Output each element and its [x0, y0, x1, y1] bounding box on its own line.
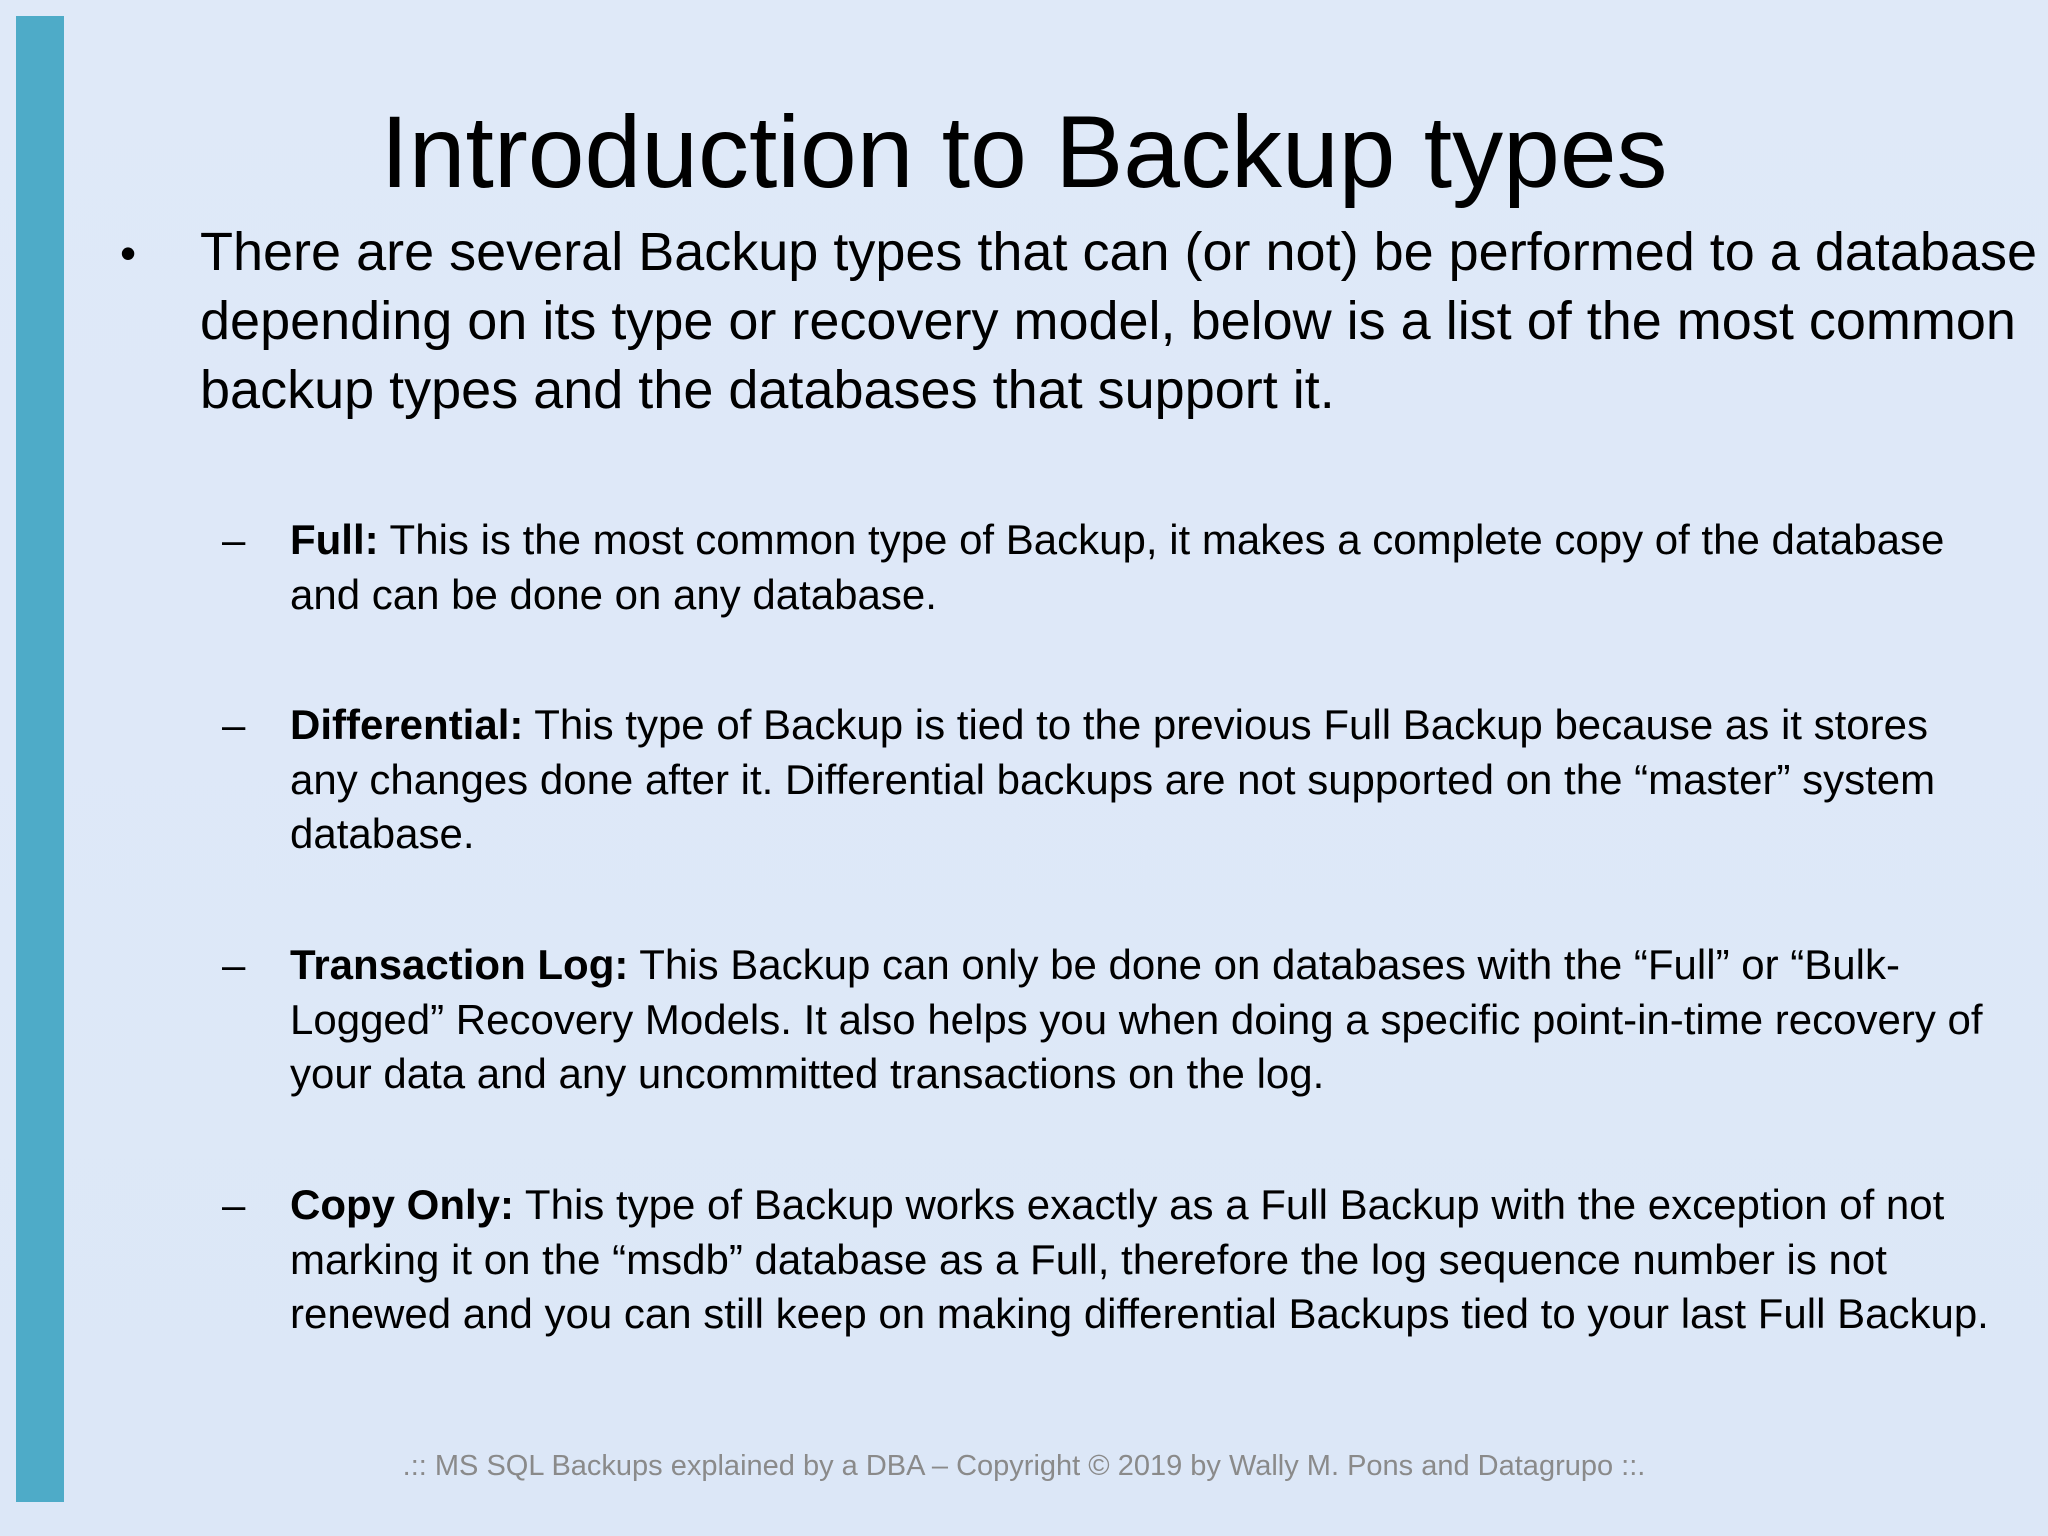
sub-item-text [290, 938, 1990, 1102]
sub-item-term: Copy Only: [290, 1181, 515, 1228]
sub-item-text [290, 1178, 1990, 1342]
sub-item-term: Full: [290, 516, 379, 563]
bullet-dot: • [120, 227, 137, 279]
sub-item-text [290, 513, 1990, 622]
sub-item-term: Transaction Log: [290, 941, 629, 988]
sub-dash: – [222, 941, 246, 988]
intro-text: There are several Backup types that can (or not) be performed to a database depending on its type or recovery model, below is a list of the most common backup types and the databases that support it. [200, 222, 2038, 420]
slide-footer: .:: MS SQL Backups explained by a DBA – Copyright © 2019 by Wally M. Pons and Datagrupo ::. [402, 1450, 1646, 1482]
sub-item-text [290, 698, 1990, 862]
sub-item-description: This Backup can only be done on databases with the “Full” or “Bulk-Logged” Recovery Models. It also helps you when doing a specific point-in-time recovery of your data and any uncommitted transactions on the log. [290, 941, 1983, 1097]
sub-dash: – [222, 701, 246, 748]
sub-dash: – [222, 1181, 246, 1228]
sub-dash: – [222, 516, 246, 563]
sub-item-description: This type of Backup is tied to the previous Full Backup because as it stores any changes done after it. Differential backups are not supported on the “master” system database. [290, 701, 1936, 857]
sub-item-term: Differential: [290, 701, 524, 748]
accent-bar [16, 16, 64, 1502]
sub-item-description: This is the most common type of Backup, it makes a complete copy of the database and can be done on any database. [290, 516, 1945, 618]
sub-item-description: This type of Backup works exactly as a Full Backup with the exception of not marking it on the “msdb” database as a Full, therefore the log sequence number is not renewed and you can still keep on making differential Backups tied to your last Full Backup. [290, 1181, 1989, 1337]
slide-title: Introduction to Backup types [380, 95, 1668, 209]
